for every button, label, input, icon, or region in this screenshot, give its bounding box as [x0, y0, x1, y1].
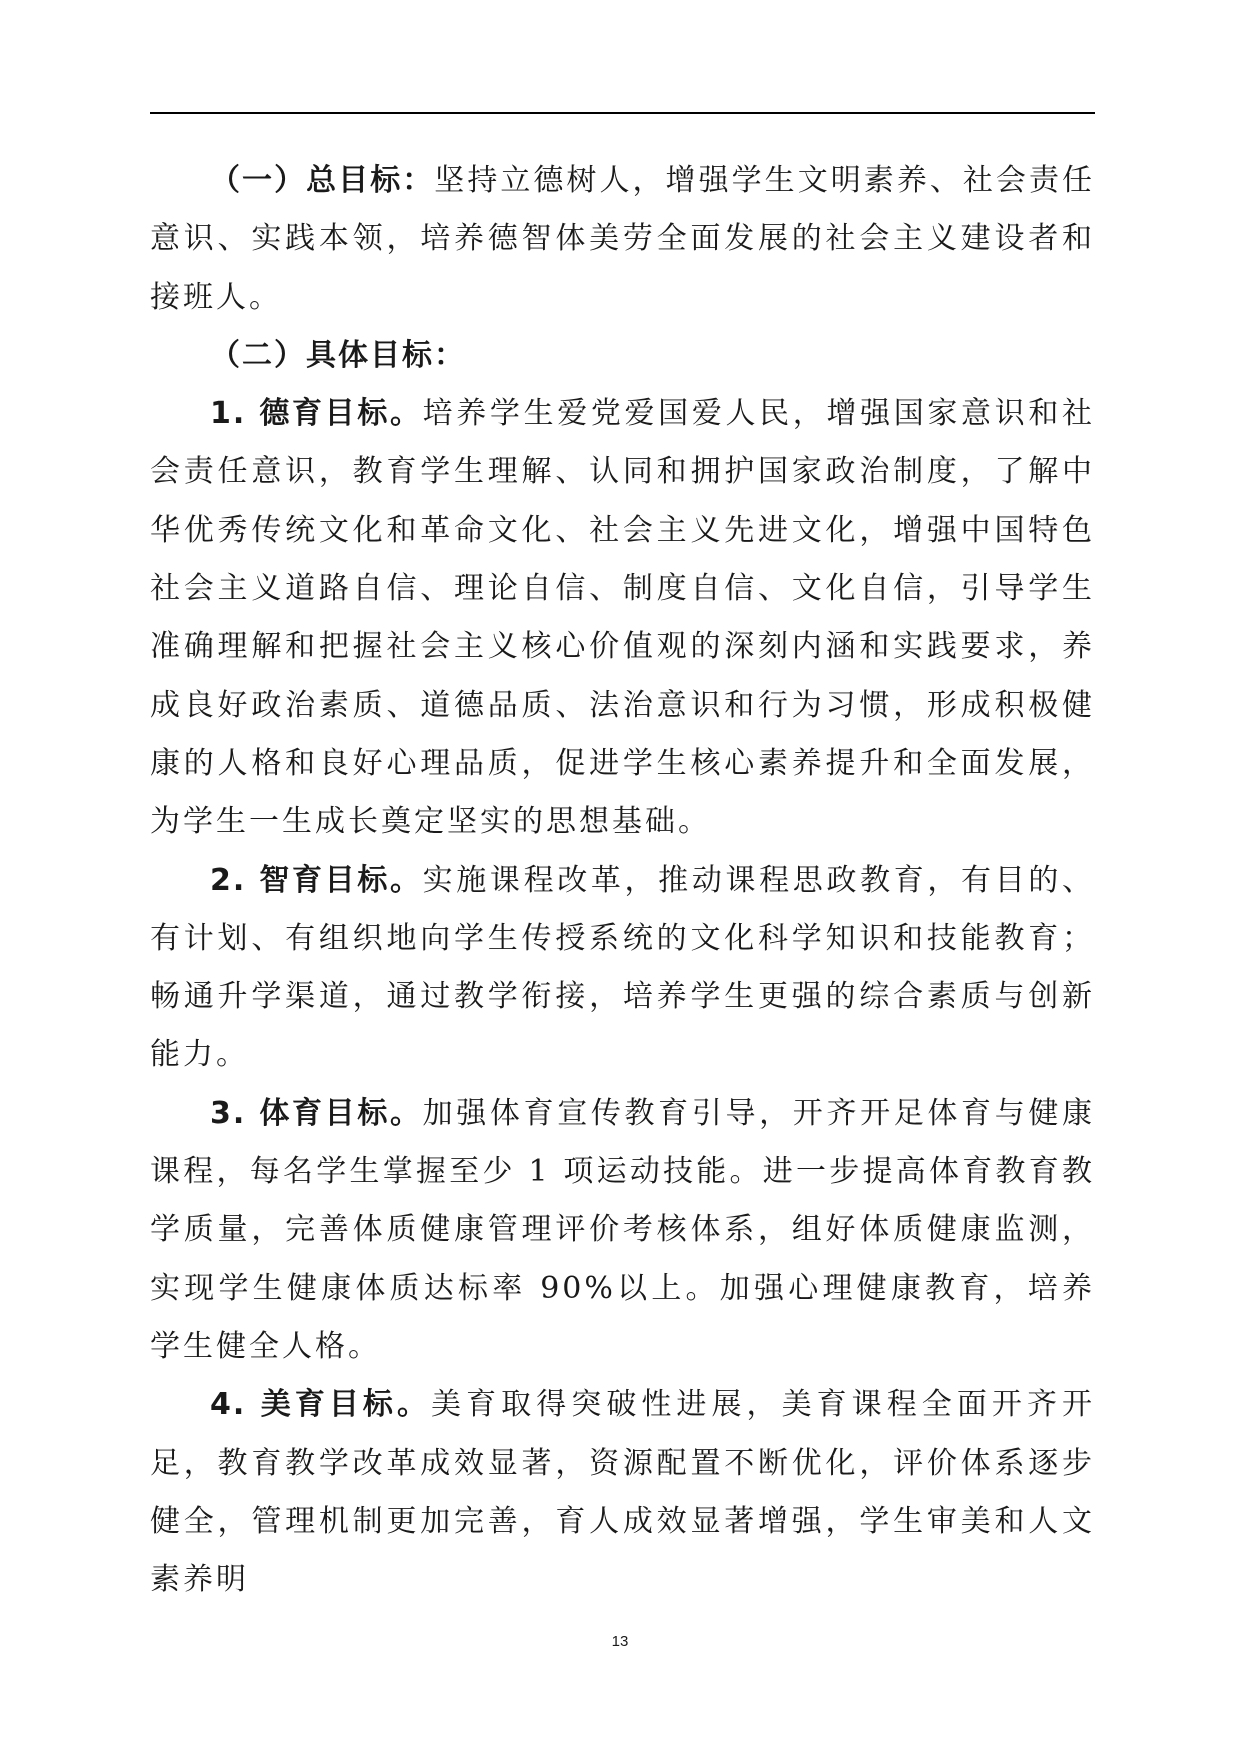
paragraph-physical-education: [150, 1085, 1095, 1376]
header-rule: [150, 112, 1095, 114]
paragraph-heading: （一）总目标：: [210, 163, 435, 198]
paragraph-heading: 4. 美育目标。: [210, 1387, 432, 1423]
paragraph-heading: 3. 体育目标。: [210, 1095, 423, 1131]
paragraph-text: 美育取得突破性进展，美育课程全面开齐开足，教育教学改革成效显著，资源配置不断优化，评价体系逐步健全，管理机制更加完善，育人成效显著增强，学生审美和人文素养明: [150, 1387, 1096, 1598]
paragraph-specific-goals: [150, 327, 1095, 385]
paragraph-text: 培养学生爱党爱国爱人民，增强国家意识和社会责任意识，教育学生理解、认同和拥护国家政治制度，了解中华优秀传统文化和革命文化、社会主义先进文化，增强中国特色社会主义道路自信、理论自信、制度自信、文化自信，引导学生准确理解和把握社会主义核心价值观的深刻内涵和实践要求，养成良好政治素质、道德品质、法治意识和行为习惯，形成积极健康的人格和良好心理品质，促进学生核心素养提升和全面发展，为学生一生成长奠定坚实的思想基础。: [150, 396, 1095, 840]
page-number: 13: [611, 1633, 629, 1650]
paragraph-heading: （二）具体目标：: [210, 337, 466, 373]
paragraph-text: 实施课程改革，推动课程思政教育，有目的、有计划、有组织地向学生传授系统的文化科学知识和技能教育；畅通升学渠道，通过教学衔接，培养学生更强的综合素质与创新能力。: [150, 862, 1095, 1073]
paragraph-moral-education: [150, 385, 1095, 851]
paragraph-aesthetic-education: [150, 1376, 1095, 1609]
paragraph-heading: 2. 智育目标。: [210, 862, 423, 898]
paragraph-text: 坚持立德树人，增强学生文明素养、社会责任意识、实践本领，培养德智体美劳全面发展的社会主义建设者和接班人。: [150, 163, 1096, 315]
document-body: [150, 152, 1095, 1609]
paragraph-text: 加强体育宣传教育引导，开齐开足体育与健康课程，每名学生掌握至少 1 项运动技能。进一步提高体育教育教学质量，完善体质健康管理评价考核体系，组好体质健康监测，实现学生健康体质达标率 90%以上。加强心理健康教育，培养学生健全人格。: [150, 1095, 1095, 1364]
paragraph-heading: 1. 德育目标。: [210, 396, 423, 432]
paragraph-intellectual-education: [150, 852, 1095, 1085]
paragraph-overall-goal: [150, 152, 1095, 327]
